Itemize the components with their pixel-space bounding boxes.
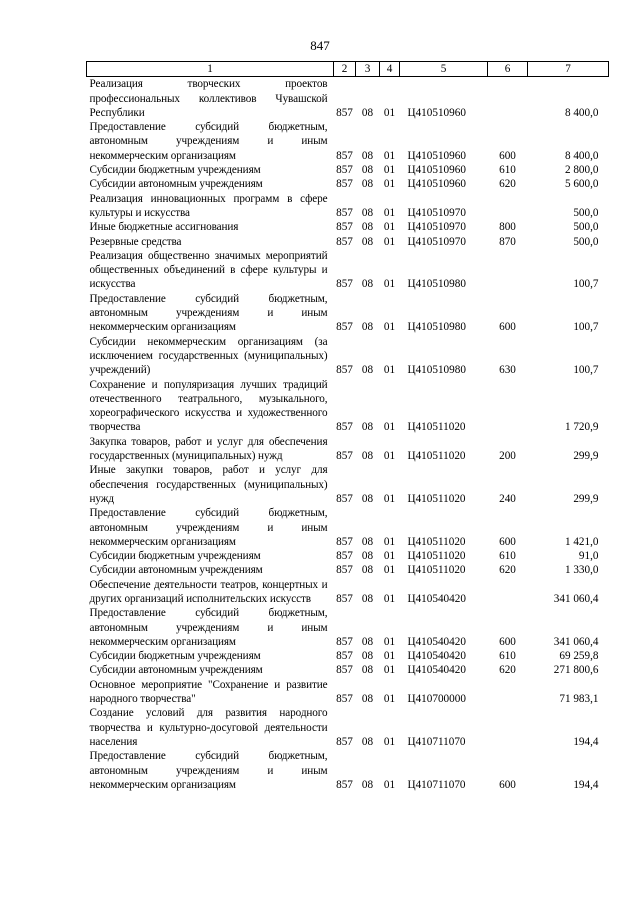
row-name-cell: Субсидии бюджетным учреждениям [89, 164, 261, 177]
target-code-cell: Ц410711070 [407, 778, 466, 791]
section-code-cell: 08 [361, 564, 374, 577]
ministry-code-cell: 857 [336, 106, 353, 119]
table-row [87, 249, 609, 292]
table-row [87, 706, 609, 749]
target-code-cell: Ц410540420 [407, 592, 466, 605]
subsection-code-cell: 01 [383, 321, 396, 334]
subsection-code-cell: 01 [383, 206, 396, 219]
row-name-cell: Создание условий для развития народного творчества и культурно-досуговой деятельности населения [89, 707, 328, 748]
table-row [87, 678, 609, 707]
column-header-expense-type: 6 [488, 62, 528, 77]
column-header-ministry: 2 [334, 62, 356, 77]
table-row [87, 335, 609, 378]
expense-type-cell: 600 [499, 635, 516, 648]
target-code-cell: Ц410511020 [407, 535, 466, 548]
ministry-code-cell: 857 [336, 206, 353, 219]
subsection-code-cell: 01 [383, 149, 396, 162]
section-code-cell: 08 [361, 693, 374, 706]
ministry-code-cell: 857 [336, 535, 353, 548]
subsection-code-cell: 01 [383, 235, 396, 248]
ministry-code-cell: 857 [336, 664, 353, 677]
expense-type-cell [488, 249, 528, 292]
target-code-cell: Ц410511020 [407, 421, 466, 434]
row-name-cell: Обеспечение деятельности театров, концертных и других организаций исполнительских искусств [89, 578, 328, 605]
target-code-cell: Ц410510960 [407, 106, 466, 119]
ministry-code-cell: 857 [336, 235, 353, 248]
target-code-cell: Ц410711070 [407, 735, 466, 748]
row-name-cell: Реализация общественно значимых мероприятий общественных объединений в сфере культуры и искусства [89, 249, 328, 291]
row-name-cell: Иные закупки товаров, работ и услуг для обеспечения государственных (муниципальных) нужд [89, 464, 328, 505]
target-code-cell: Ц410511020 [407, 550, 466, 563]
amount-cell: 341 060,4 [553, 592, 599, 605]
ministry-code-cell: 857 [336, 278, 353, 291]
ministry-code-cell: 857 [336, 592, 353, 605]
amount-cell: 5 600,0 [564, 178, 599, 191]
page-number: 847 [310, 38, 330, 53]
expense-type-cell: 600 [499, 778, 516, 791]
table-row [87, 378, 609, 435]
column-header-subsection: 4 [380, 62, 400, 77]
ministry-code-cell: 857 [336, 693, 353, 706]
ministry-code-cell: 857 [336, 221, 353, 234]
target-code-cell: Ц410510960 [407, 164, 466, 177]
expense-type-cell [488, 378, 528, 435]
target-code-cell: Ц410540420 [407, 635, 466, 648]
amount-cell: 8 400,0 [564, 106, 599, 119]
target-code-cell: Ц410540420 [407, 650, 466, 663]
table-row [87, 649, 609, 663]
table-row [87, 192, 609, 221]
expense-type-cell [488, 77, 528, 120]
expense-type-cell [488, 578, 528, 607]
section-code-cell: 08 [361, 206, 374, 219]
subsection-code-cell: 01 [383, 535, 396, 548]
amount-cell: 8 400,0 [564, 149, 599, 162]
table-row [87, 235, 609, 249]
column-header-amount: 7 [528, 62, 609, 77]
ministry-code-cell: 857 [336, 650, 353, 663]
section-code-cell: 08 [361, 106, 374, 119]
expense-type-cell: 800 [499, 221, 516, 234]
ministry-code-cell: 857 [336, 149, 353, 162]
section-code-cell: 08 [361, 221, 374, 234]
section-code-cell: 08 [361, 664, 374, 677]
expense-type-cell [488, 678, 528, 707]
target-code-cell: Ц410510960 [407, 178, 466, 191]
target-code-cell: Ц410700000 [407, 693, 466, 706]
subsection-code-cell: 01 [383, 735, 396, 748]
subsection-code-cell: 01 [383, 564, 396, 577]
ministry-code-cell: 857 [336, 421, 353, 434]
table-row [87, 120, 609, 163]
amount-cell: 500,0 [573, 221, 599, 234]
section-code-cell: 08 [361, 492, 374, 505]
target-code-cell: Ц410510970 [407, 206, 466, 219]
row-name-cell: Предоставление субсидий бюджетным, автономным учреждениям и иным некоммерческим организациям [89, 750, 328, 791]
table-row [87, 163, 609, 177]
amount-cell: 500,0 [573, 206, 599, 219]
expense-type-cell: 610 [499, 164, 516, 177]
expense-type-cell: 240 [499, 492, 516, 505]
amount-cell: 2 800,0 [564, 164, 599, 177]
row-name-cell: Субсидии автономным учреждениям [89, 664, 263, 677]
expense-type-cell: 600 [499, 149, 516, 162]
subsection-code-cell: 01 [383, 278, 396, 291]
section-code-cell: 08 [361, 450, 374, 463]
table-row [87, 463, 609, 506]
subsection-code-cell: 01 [383, 693, 396, 706]
amount-cell: 341 060,4 [553, 635, 599, 648]
table-row [87, 606, 609, 649]
table-header [87, 62, 609, 77]
subsection-code-cell: 01 [383, 778, 396, 791]
budget-table [86, 61, 609, 792]
section-code-cell: 08 [361, 321, 374, 334]
target-code-cell: Ц410510970 [407, 235, 466, 248]
amount-cell: 500,0 [573, 235, 599, 248]
target-code-cell: Ц410511020 [407, 564, 466, 577]
section-code-cell: 08 [361, 650, 374, 663]
expense-type-cell: 630 [499, 364, 516, 377]
row-name-cell: Субсидии бюджетным учреждениям [89, 650, 261, 663]
section-code-cell: 08 [361, 592, 374, 605]
subsection-code-cell: 01 [383, 635, 396, 648]
amount-cell: 100,7 [573, 364, 599, 377]
amount-cell: 100,7 [573, 278, 599, 291]
amount-cell: 100,7 [573, 321, 599, 334]
target-code-cell: Ц410510960 [407, 149, 466, 162]
expense-type-cell: 600 [499, 535, 516, 548]
amount-cell: 299,9 [573, 492, 599, 505]
ministry-code-cell: 857 [336, 550, 353, 563]
subsection-code-cell: 01 [383, 650, 396, 663]
row-name-cell: Резервные средства [89, 235, 182, 248]
ministry-code-cell: 857 [336, 364, 353, 377]
row-name-cell: Субсидии бюджетным учреждениям [89, 550, 261, 563]
target-code-cell: Ц410510980 [407, 321, 466, 334]
amount-cell: 194,4 [573, 778, 599, 791]
section-code-cell: 08 [361, 278, 374, 291]
ministry-code-cell: 857 [336, 564, 353, 577]
table-row [87, 506, 609, 549]
row-name-cell: Предоставление субсидий бюджетным, автономным учреждениям и иным некоммерческим организациям [89, 292, 328, 334]
section-code-cell: 08 [361, 164, 374, 177]
expense-type-cell: 620 [499, 178, 516, 191]
row-name-cell: Реализация творческих проектов профессиональных коллективов Чувашской Республики [89, 78, 328, 119]
table-row [87, 663, 609, 677]
amount-cell: 1 720,9 [564, 421, 599, 434]
section-code-cell: 08 [361, 364, 374, 377]
row-name-cell: Субсидии автономным учреждениям [89, 564, 263, 577]
amount-cell: 299,9 [573, 450, 599, 463]
ministry-code-cell: 857 [336, 492, 353, 505]
row-name-cell: Сохранение и популяризация лучших традиций отечественного театрального, музыкального, хореографического искусства и художественного творчества [89, 378, 328, 434]
subsection-code-cell: 01 [383, 421, 396, 434]
ministry-code-cell: 857 [336, 164, 353, 177]
section-code-cell: 08 [361, 421, 374, 434]
ministry-code-cell: 857 [336, 450, 353, 463]
amount-cell: 1 421,0 [564, 535, 599, 548]
row-name-cell: Закупка товаров, работ и услуг для обеспечения государственных (муниципальных) нужд [89, 435, 328, 463]
subsection-code-cell: 01 [383, 106, 396, 119]
ministry-code-cell: 857 [336, 635, 353, 648]
amount-cell: 1 330,0 [564, 564, 599, 577]
ministry-code-cell: 857 [336, 178, 353, 191]
table-body [87, 77, 609, 792]
subsection-code-cell: 01 [383, 450, 396, 463]
table-row [87, 220, 609, 234]
row-name-cell: Субсидии некоммерческим организациям (за исключением государственных (муниципальных) учреждений) [89, 335, 328, 377]
section-code-cell: 08 [361, 535, 374, 548]
subsection-code-cell: 01 [383, 364, 396, 377]
subsection-code-cell: 01 [383, 221, 396, 234]
target-code-cell: Ц410510970 [407, 221, 466, 234]
expense-type-cell [488, 192, 528, 221]
column-header-target: 5 [400, 62, 488, 77]
table-row [87, 292, 609, 335]
amount-cell: 91,0 [578, 550, 599, 563]
expense-type-cell: 600 [499, 321, 516, 334]
section-code-cell: 08 [361, 735, 374, 748]
row-name-cell: Предоставление субсидий бюджетным, автономным учреждениям и иным некоммерческим организациям [89, 507, 328, 548]
subsection-code-cell: 01 [383, 492, 396, 505]
expense-type-cell: 610 [499, 650, 516, 663]
expense-type-cell: 620 [499, 664, 516, 677]
table-row [87, 749, 609, 792]
row-name-cell: Предоставление субсидий бюджетным, автономным учреждениям и иным некоммерческим организациям [89, 607, 328, 648]
table-row [87, 578, 609, 607]
row-name-cell: Субсидии автономным учреждениям [89, 178, 263, 191]
ministry-code-cell: 857 [336, 321, 353, 334]
row-name-cell: Основное мероприятие "Сохранение и развитие народного творчества" [89, 678, 328, 706]
expense-type-cell: 610 [499, 550, 516, 563]
section-code-cell: 08 [361, 635, 374, 648]
target-code-cell: Ц410510980 [407, 278, 466, 291]
subsection-code-cell: 01 [383, 664, 396, 677]
target-code-cell: Ц410510980 [407, 364, 466, 377]
table-row [87, 435, 609, 464]
subsection-code-cell: 01 [383, 550, 396, 563]
ministry-code-cell: 857 [336, 735, 353, 748]
section-code-cell: 08 [361, 178, 374, 191]
table-row [87, 77, 609, 120]
section-code-cell: 08 [361, 149, 374, 162]
expense-type-cell: 620 [499, 564, 516, 577]
target-code-cell: Ц410511020 [407, 492, 466, 505]
section-code-cell: 08 [361, 778, 374, 791]
row-name-cell: Предоставление субсидий бюджетным, автономным учреждениям и иным некоммерческим организациям [89, 121, 328, 162]
section-code-cell: 08 [361, 235, 374, 248]
expense-type-cell [488, 706, 528, 749]
table-row [87, 177, 609, 191]
row-name-cell: Иные бюджетные ассигнования [89, 221, 239, 234]
amount-cell: 194,4 [573, 735, 599, 748]
subsection-code-cell: 01 [383, 178, 396, 191]
target-code-cell: Ц410511020 [407, 450, 466, 463]
table-row [87, 563, 609, 577]
section-code-cell: 08 [361, 550, 374, 563]
subsection-code-cell: 01 [383, 592, 396, 605]
expense-type-cell: 200 [499, 450, 516, 463]
ministry-code-cell: 857 [336, 778, 353, 791]
column-header-name: 1 [87, 62, 334, 77]
subsection-code-cell: 01 [383, 164, 396, 177]
amount-cell: 271 800,6 [553, 664, 599, 677]
target-code-cell: Ц410540420 [407, 664, 466, 677]
column-header-section: 3 [356, 62, 380, 77]
amount-cell: 69 259,8 [559, 650, 599, 663]
table-row [87, 549, 609, 563]
amount-cell: 71 983,1 [559, 693, 599, 706]
expense-type-cell: 870 [499, 235, 516, 248]
row-name-cell: Реализация инновационных программ в сфере культуры и искусства [89, 192, 328, 219]
